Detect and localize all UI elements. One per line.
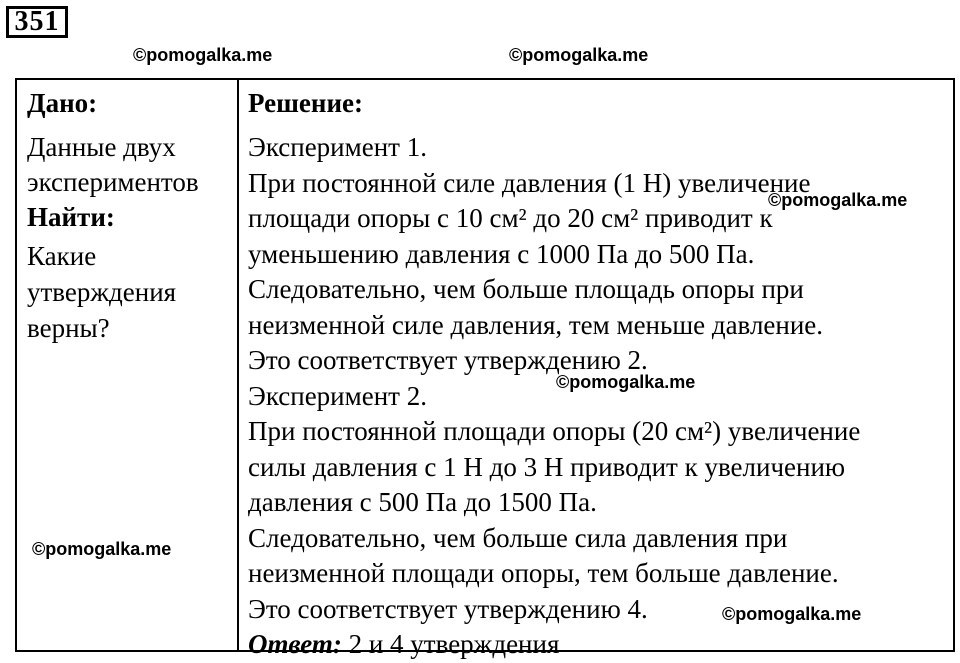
solution-line: неизменной силе давления, тем меньше давление. [248, 309, 824, 340]
solution-line: Эксперимент 1. [248, 132, 427, 162]
answer-label: Ответ: [248, 629, 342, 659]
solution-line: площади опоры с 10 см² до 20 см² приводит к [248, 203, 773, 233]
solution-line: уменьшению давления с 1000 Па до 500 Па. [248, 238, 755, 269]
solution-line: силы давления с 1 Н до 3 Н приводит к увеличению [248, 451, 846, 482]
given-line: экспериментов [27, 167, 199, 197]
given-line: Данные двух [27, 132, 176, 162]
watermark: ©pomogalka.me [556, 372, 696, 392]
answer-line [248, 627, 954, 663]
find-line: Какие [27, 241, 97, 271]
solution-line: давления с 500 Па до 1500 Па. [248, 487, 597, 517]
solution-line: Это соответствует утверждению 4. [248, 593, 648, 624]
solution-line: При постоянной площади опоры (20 см²) увеличение [248, 416, 861, 446]
given-column [27, 86, 232, 346]
watermark: ©pomogalka.me [722, 604, 862, 624]
solution-line: Следовательно, чем больше сила давления при [248, 522, 788, 553]
given-heading: Дано: [27, 88, 98, 118]
watermark: ©pomogalka.me [32, 539, 172, 559]
solution-line: Следовательно, чем больше площадь опоры при [248, 274, 804, 304]
solution-line: Эксперимент 2. [248, 380, 427, 411]
find-text [27, 238, 232, 346]
column-divider [237, 80, 239, 650]
find-line: утверждения [27, 277, 177, 307]
solution-line: При постоянной силе давления (1 Н) увеличение [248, 167, 811, 198]
solution-line: Это соответствует утверждению 2. [248, 345, 648, 375]
given-text [27, 130, 232, 200]
answer-text: 2 и 4 утверждения [341, 629, 560, 659]
find-line: верны? [27, 313, 110, 343]
solution-table [15, 78, 955, 659]
find-heading: Найти: [27, 202, 115, 232]
solution-line: неизменной площади опоры, тем больше давление. [248, 558, 839, 588]
watermark: ©pomogalka.me [768, 190, 908, 210]
solution-heading: Решение: [248, 88, 363, 118]
watermark: ©pomogalka.me [509, 45, 649, 65]
watermark: ©pomogalka.me [133, 45, 273, 65]
problem-number: 351 [6, 6, 68, 38]
